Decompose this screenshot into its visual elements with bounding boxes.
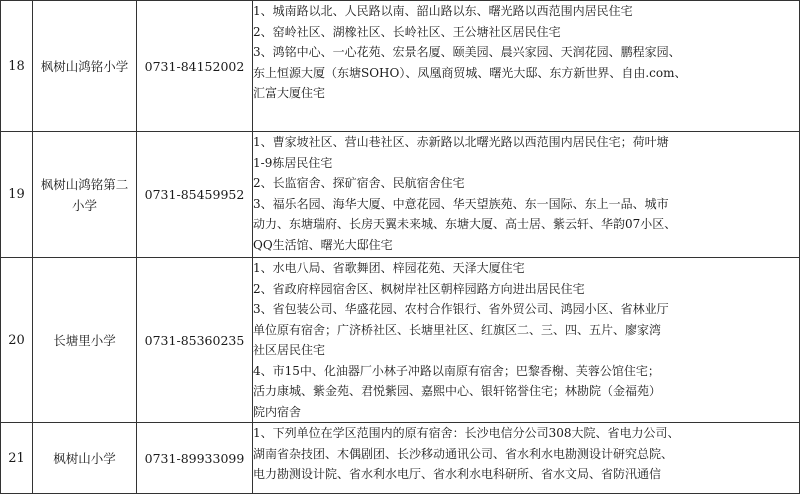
phone-number: 0731-85360235 <box>137 258 253 423</box>
row-index: 21 <box>1 423 33 494</box>
area-line: 3、鸿铭中心、一心花苑、宏景名厦、颐美园、晨兴家园、天润花园、鹏程家园、 <box>253 45 681 59</box>
enrollment-area-cell <box>253 132 800 258</box>
area-line: 1、曹家坡社区、营山巷社区、赤新路以北曙光路以西范围内居民住宅；荷叶塘 <box>253 135 669 149</box>
area-line: 2、长监宿舍、探矿宿舍、民航宿舍住宅 <box>253 176 465 190</box>
area-line: QQ生活馆、曙光大邸住宅 <box>253 237 393 252</box>
enrollment-area-cell <box>253 423 800 494</box>
school-name-cell <box>33 132 137 258</box>
area-line: 社区居民住宅 <box>253 343 326 357</box>
area-line: 院内宿舍 <box>253 404 302 419</box>
school-name: 枫树山小学 <box>53 450 116 466</box>
school-name-cell <box>33 1 137 132</box>
area-line: 1、水电八局、省歌舞团、梓园花苑、天泽大厦住宅 <box>253 261 525 275</box>
area-line: 3、省包装公司、华盛花园、农村合作银行、省外贸公司、鸿园小区、省林业厅 <box>253 302 669 316</box>
row-index: 18 <box>1 1 33 132</box>
table-row <box>1 258 800 423</box>
table-row <box>1 423 800 494</box>
area-line: 1、下列单位在学区范围内的原有宿舍：长沙电信分公司308大院、省电力公司、 <box>253 426 680 440</box>
phone-number: 0731-84152002 <box>137 1 253 132</box>
enrollment-area-cell <box>253 258 800 423</box>
area-line: 单位原有宿舍；广济桥社区、长塘里社区、红旗区二、三、四、五片、廖家湾 <box>253 322 662 337</box>
area-line: 活力康城、紫金苑、君悦紫园、嘉熙中心、银轩铭誉住宅；林勘院（金福苑） <box>253 384 662 398</box>
area-line: 电力勘测设计院、省水利水电厅、省水利水电科研所、省水文局、省防汛通信 <box>253 467 662 481</box>
area-line: 3、福乐名园、海华大厦、中意花园、华天望族苑、东一国际、东上一品、城市 <box>253 196 669 211</box>
school-name: 长塘里小学 <box>53 332 116 348</box>
table-body <box>1 1 800 494</box>
school-name-cell <box>33 423 137 494</box>
area-line: 4、市15中、化油器厂小林子冲路以南原有宿舍；巴黎香榭、芙蓉公馆住宅； <box>253 363 660 378</box>
area-line: 1、城南路以北、人民路以南、韶山路以东、曙光路以西范围内居民住宅 <box>253 4 633 18</box>
table-row <box>1 1 800 132</box>
area-line: 2、窑岭社区、湖橡社区、长岭社区、王公塘社区居民住宅 <box>253 24 561 39</box>
area-line: 动力、东塘瑞府、长房天翼未来城、东塘大厦、高士居、紫云轩、华韵07小区、 <box>253 217 677 231</box>
row-index: 19 <box>1 132 33 258</box>
area-line: 湖南省杂技团、木偶剧团、长沙移动通讯公司、省水利水电勘测设计研究总院、 <box>253 446 674 461</box>
area-line: 东上恒源大厦（东塘SOHO）、凤凰商贸城、曙光大邸、东方新世界、自由.com、 <box>253 65 687 80</box>
school-name: 枫树山鸿铭第二小学 <box>40 176 129 213</box>
row-index: 20 <box>1 258 33 423</box>
table-row <box>1 132 800 258</box>
enrollment-area-cell <box>253 1 800 132</box>
school-name-cell <box>33 258 137 423</box>
area-line: 1-9栋居民住宅 <box>253 155 333 170</box>
area-line: 汇富大厦住宅 <box>253 86 326 100</box>
area-line: 2、省政府梓园宿舍区、枫树岸社区朝梓园路方向进出居民住宅 <box>253 281 585 296</box>
school-name: 枫树山鸿铭小学 <box>40 58 129 74</box>
phone-number: 0731-85459952 <box>137 132 253 258</box>
phone-number: 0731-89933099 <box>137 423 253 494</box>
